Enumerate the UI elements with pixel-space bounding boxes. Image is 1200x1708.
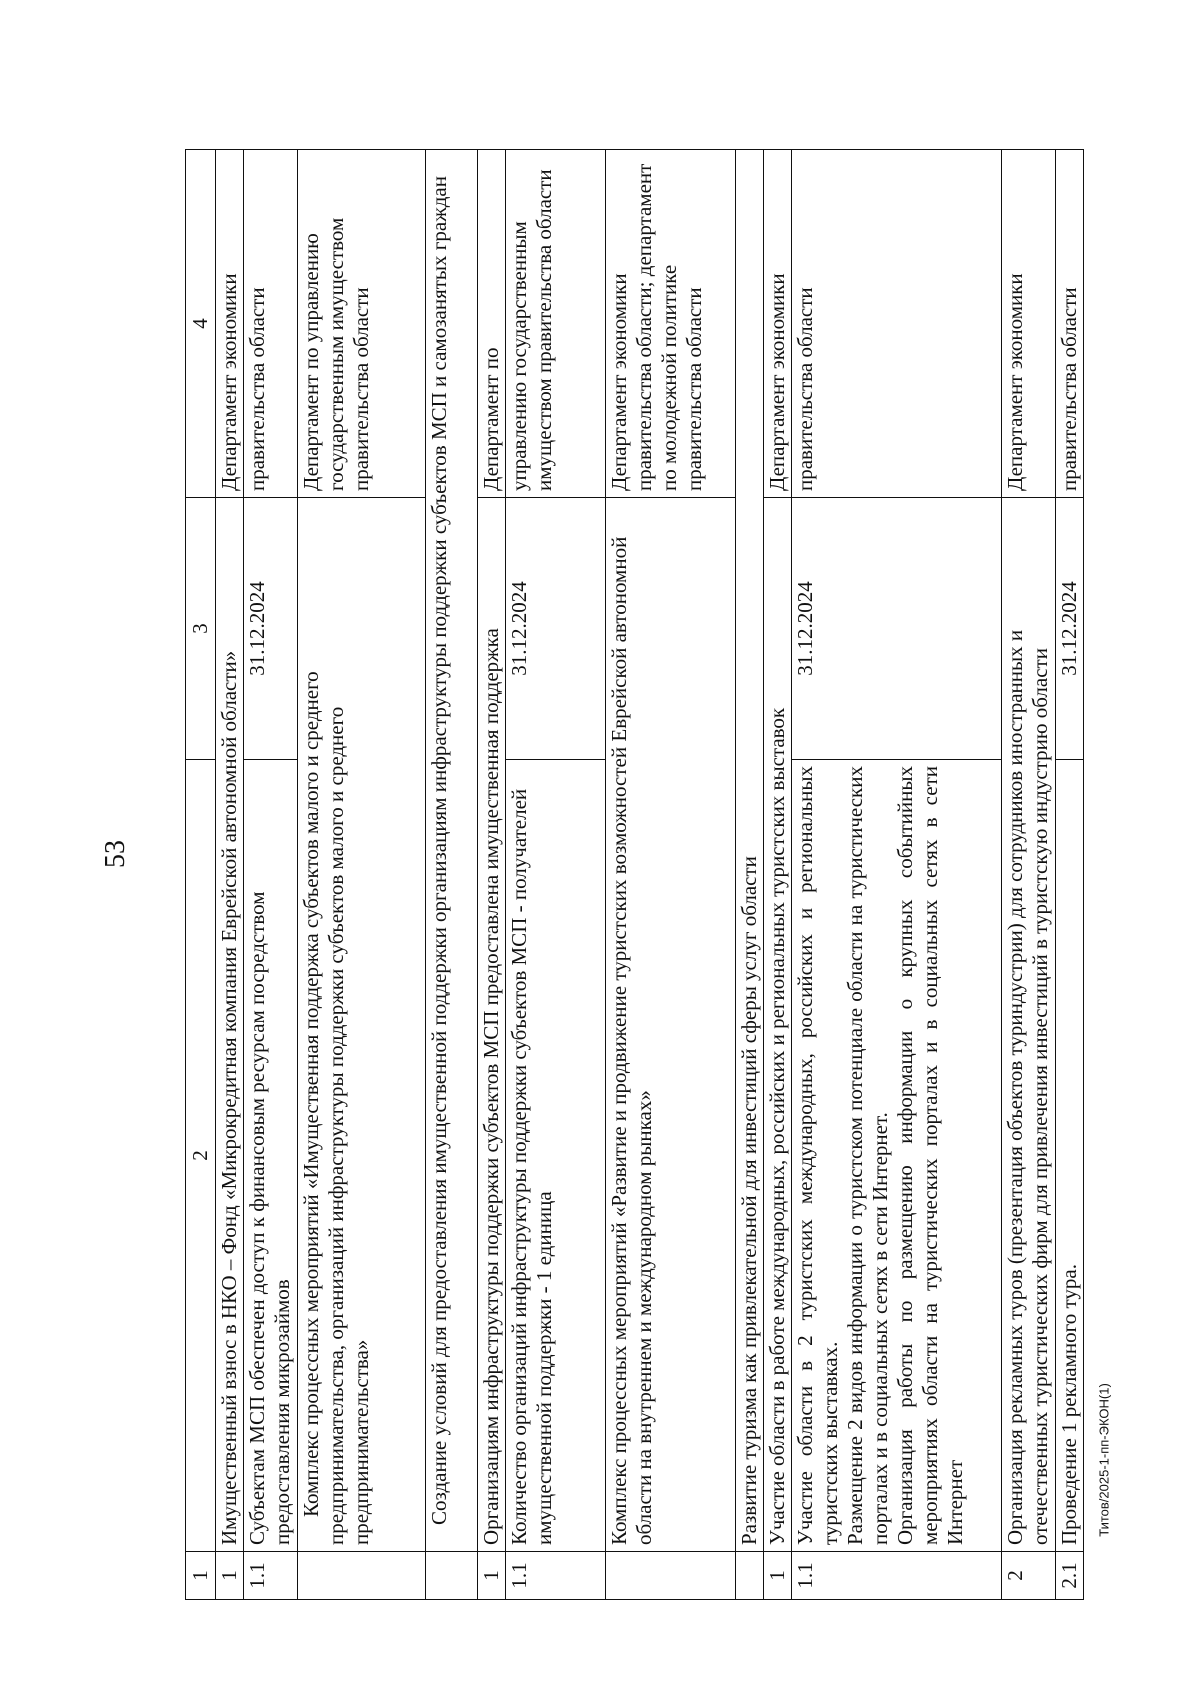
table-row bbox=[736, 150, 764, 1600]
table-row bbox=[478, 150, 506, 1600]
objective-title: Создание условий для предоставления имущественной поддержки организациям инфраструктуры поддержки субъектов МСП и самозанятых граждан bbox=[426, 150, 478, 1552]
row-number: 1 bbox=[216, 1552, 244, 1600]
executor-cell: правительства области bbox=[1056, 150, 1084, 498]
row-number: 1 bbox=[478, 1552, 506, 1600]
table-row bbox=[506, 150, 606, 1600]
deadline-date: 31.12.2024 bbox=[506, 498, 606, 760]
result-text bbox=[792, 760, 1002, 1552]
column-number: 1 bbox=[186, 1552, 216, 1600]
executor-cell: правительства области bbox=[792, 150, 1002, 498]
process-complex-title: Комплекс процессных мероприятий «Имущественная поддержка субъектов малого и среднего предпринимательства, организаций инфраструктуры поддержки субъектов малого и среднего предпринимательства» bbox=[298, 498, 426, 1552]
row-number: 1.1 bbox=[244, 1552, 298, 1600]
column-number: 4 bbox=[186, 150, 216, 498]
table-row bbox=[1002, 150, 1056, 1600]
table-row bbox=[1056, 150, 1084, 1600]
row-number: 1 bbox=[764, 1552, 792, 1600]
table-row bbox=[792, 150, 1002, 1600]
row-number: 2 bbox=[1002, 1552, 1056, 1600]
objective-title: Развитие туризма как привлекательной для инвестиций сферы услуг области bbox=[736, 150, 764, 1552]
row-number: 1.1 bbox=[506, 1552, 606, 1600]
row-number: 1.1 bbox=[792, 1552, 1002, 1600]
deadline-date: 31.12.2024 bbox=[1056, 498, 1084, 760]
row-number bbox=[606, 1552, 736, 1600]
row-number bbox=[426, 1552, 478, 1600]
result-paragraph: Размещение 2 видов информации о туристском потенциале области на туристических порталах и в социальных сетях в сети Интернет. bbox=[843, 766, 892, 1545]
table-row bbox=[298, 150, 426, 1600]
result-paragraph: Участие области в 2 туристских международных, российских и региональных туристских выставках. bbox=[793, 766, 842, 1545]
executor-cell: Департамент по bbox=[478, 150, 506, 498]
column-number: 3 bbox=[186, 498, 216, 760]
executor-cell: Департамент экономики bbox=[1002, 150, 1056, 498]
column-number-row bbox=[186, 150, 216, 1600]
row-number: 2.1 bbox=[1056, 1552, 1084, 1600]
table-row bbox=[244, 150, 298, 1600]
column-number: 2 bbox=[186, 760, 216, 1552]
table-row bbox=[606, 150, 736, 1600]
executor-cell: Департамент экономики bbox=[216, 150, 244, 498]
result-text: Проведение 1 рекламного тура. bbox=[1056, 760, 1084, 1552]
result-text: Субъектам МСП обеспечен доступ к финансовым ресурсам посредством предоставления микрозаймов bbox=[244, 760, 298, 1552]
task-title: Имущественный взнос в НКО – Фонд «Микрокредитная компания Еврейской автономной области» bbox=[216, 498, 244, 1552]
task-title: Участие области в работе международных, российских и региональных туристских выставок bbox=[764, 498, 792, 1552]
table-row bbox=[216, 150, 244, 1600]
process-complex-title: Комплекс процессных мероприятий «Развитие и продвижение туристских возможностей Еврейской автономной области на внутреннем и международном рынках» bbox=[606, 498, 736, 1552]
task-title: Организациям инфраструктуры поддержки субъектов МСП предоставлена имущественная поддержка bbox=[478, 498, 506, 1552]
executor-cell: Департамент экономики bbox=[764, 150, 792, 498]
executor-cell: правительства области bbox=[244, 150, 298, 498]
document-code: Титов/2025-1-пп-ЭКОН(1) bbox=[1096, 1383, 1112, 1537]
executor-cell: Департамент по управлению государственным имуществом правительства области bbox=[298, 150, 426, 498]
result-text: Количество организаций инфраструктуры поддержки субъектов МСП - получателей имущественной поддержки - 1 единица bbox=[506, 760, 606, 1552]
deadline-date: 31.12.2024 bbox=[792, 498, 1002, 760]
deadline-date: 31.12.2024 bbox=[244, 498, 298, 760]
measures-table bbox=[185, 149, 1084, 1600]
page-number: 53 bbox=[100, 840, 131, 868]
executor-cell: Департамент экономики правительства области; департамент по молодежной политике правительства области bbox=[606, 150, 736, 498]
task-title: Организация рекламных туров (презентация объектов туриндустрии) для сотрудников иностранных и отечественных туристических фирм для привлечения инвестиций в туристскую индустрию области bbox=[1002, 498, 1056, 1552]
executor-cell: управлению государственным имуществом правительства области bbox=[506, 150, 606, 498]
rotated-table-container bbox=[185, 150, 1081, 1600]
row-number bbox=[736, 1552, 764, 1600]
table-row bbox=[764, 150, 792, 1600]
result-paragraph: Организация работы по размещению информации о крупных событийных мероприятиях области на туристических порталах и в социальных сетях в сети Интернет bbox=[893, 766, 967, 1545]
row-number bbox=[298, 1552, 426, 1600]
table-row bbox=[426, 150, 478, 1600]
